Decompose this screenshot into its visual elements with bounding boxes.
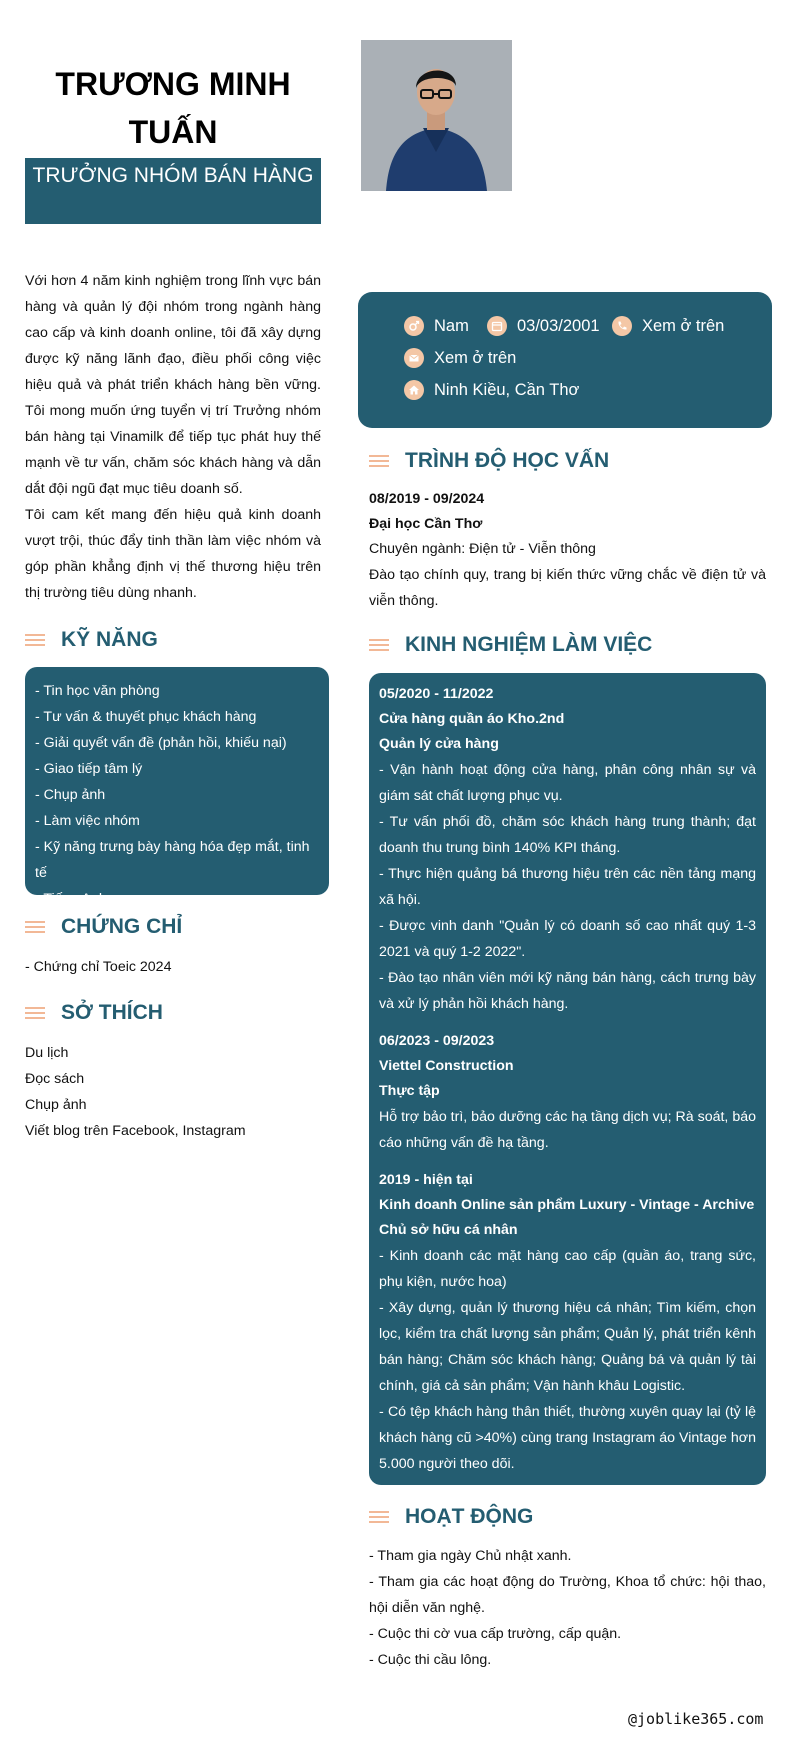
job-company: Cửa hàng quần áo Kho.2nd (379, 711, 565, 727)
candidate-name: TRƯƠNG MINH TUẤN (55, 66, 291, 150)
email-value: Xem ở trên (434, 348, 517, 367)
skill-item: - Giải quyết vấn đề (phản hồi, khiếu nại) (35, 735, 287, 751)
job-entry (379, 1168, 756, 1477)
education-heading (369, 449, 609, 473)
section-title: HOẠT ĐỘNG (405, 1505, 534, 1528)
skill-item: - Chụp ảnh (35, 787, 106, 803)
menu-lines-icon (25, 921, 45, 933)
skill-item: - Tin học văn phòng (35, 683, 160, 699)
job-detail: - Tư vấn phối đồ, chăm sóc khách hàng trung thành; đạt doanh thu trung bình 140% KPI tháng. (379, 814, 756, 856)
education-major: Chuyên ngành: Điện tử - Viễn thông (369, 541, 596, 557)
job-period: 06/2023 - 09/2023 (379, 1033, 495, 1049)
job-period: 2019 - hiện tại (379, 1172, 473, 1188)
skill-item: - Giao tiếp tâm lý (35, 761, 143, 777)
section-title: KỸ NĂNG (61, 628, 158, 651)
job-company: Viettel Construction (379, 1058, 514, 1074)
skill-item: - Kỹ năng trưng bày hàng hóa đẹp mắt, tinh tế (35, 839, 310, 881)
job-detail: Hỗ trợ bảo trì, bảo dưỡng các hạ tầng dịch vụ; Rà soát, báo cáo những vấn đề hạ tầng. (379, 1109, 756, 1151)
job-detail: - Có tệp khách hàng thân thiết, thường xuyên quay lại (tỷ lệ khách hàng cũ >40%) cùng trang Instagram áo Vintage hơn 5.000 người theo dõi. (379, 1404, 756, 1472)
certificates-list (25, 954, 171, 980)
job-title: TRƯỞNG NHÓM BÁN HÀNG (32, 164, 314, 187)
education-entry (369, 487, 766, 614)
job-detail: - Được vinh danh "Quản lý có doanh số cao nhất quý 1-3 2021 và quý 1-2 2022". (379, 918, 756, 960)
section-title: KINH NGHIỆM LÀM VIỆC (405, 633, 653, 656)
certificate-item: - Chứng chỉ Toeic 2024 (25, 959, 172, 975)
gender-value: Nam (434, 316, 469, 335)
activity-item: - Tham gia các hoạt động do Trường, Khoa tổ chức: hội thao, hội diễn văn nghệ. (369, 1574, 766, 1616)
info-email (404, 348, 516, 368)
info-gender (404, 316, 469, 336)
section-title: CHỨNG CHỈ (61, 915, 183, 938)
profile-summary (25, 268, 321, 606)
job-entry (379, 1029, 756, 1156)
job-position: Quản lý cửa hàng (379, 736, 499, 752)
job-entry (379, 682, 756, 1017)
job-position: Thực tập (379, 1083, 440, 1099)
job-detail: - Vận hành hoạt động cửa hàng, phân công nhân sự và giám sát chất lượng phục vụ. (379, 762, 756, 804)
summary-paragraph: Với hơn 4 năm kinh nghiệm trong lĩnh vực bán hàng và quản lý đội nhóm trong ngành hàng cao cấp và kinh doanh online, tôi đã xây dựng được kỹ năng lãnh đạo, điều phối công việc hiệu quả và phát triển khách hàng bền vững. Tôi mong muốn ứng tuyển vị trí Trưởng nhóm bán hàng tại Vinamilk để tiếp tục phát huy thế mạnh về tư vấn, chăm sóc khách hàng và dẫn dắt đội ngũ đạt mục tiêu doanh số. (25, 273, 321, 497)
hobby-item: Đọc sách (25, 1071, 85, 1087)
activities-list (369, 1543, 766, 1673)
menu-lines-icon (369, 455, 389, 467)
certificates-heading (25, 915, 182, 939)
menu-lines-icon (25, 634, 45, 646)
section-title: SỞ THÍCH (61, 1001, 163, 1024)
summary-paragraph: Tôi cam kết mang đến hiệu quả kinh doanh vượt trội, thúc đẩy tinh thần làm việc nhóm và góp phần khẳng định vị thế thương hiệu trên thị trường tiêu dùng nhanh. (25, 507, 321, 601)
home-icon (404, 380, 424, 400)
skill-item: - Tiếng Anh (35, 891, 107, 907)
gender-icon (404, 316, 424, 336)
person-illustration (361, 40, 512, 191)
hobby-item: Du lịch (25, 1045, 69, 1061)
hobby-item: Chụp ảnh (25, 1097, 87, 1113)
job-period: 05/2020 - 11/2022 (379, 686, 494, 702)
hobbies-heading (25, 1001, 163, 1025)
phone-icon (612, 316, 632, 336)
job-position: Chủ sở hữu cá nhân (379, 1222, 518, 1238)
activity-item: - Cuộc thi cờ vua cấp trường, cấp quận. (369, 1626, 622, 1642)
job-detail: - Kinh doanh các mặt hàng cao cấp (quần áo, trang sức, phụ kiện, nước hoa) (379, 1248, 756, 1290)
skill-item: - Làm việc nhóm (35, 813, 140, 829)
info-dob (487, 316, 600, 336)
calendar-icon (487, 316, 507, 336)
footer-watermark: @joblike365.com (628, 1710, 764, 1728)
menu-lines-icon (369, 1511, 389, 1523)
job-detail: - Đào tạo nhân viên mới kỹ năng bán hàng, cách trưng bày và xử lý phản hồi khách hàng. (379, 970, 756, 1012)
skill-item: - Tư vấn & thuyết phục khách hàng (35, 709, 257, 725)
section-title: TRÌNH ĐỘ HỌC VẤN (405, 449, 610, 472)
activities-heading (369, 1505, 533, 1529)
menu-lines-icon (25, 1007, 45, 1019)
job-title-box (25, 158, 321, 224)
address-value: Ninh Kiều, Cần Thơ (434, 380, 580, 399)
personal-info-box (358, 292, 772, 428)
activity-item: - Cuộc thi cầu lông. (369, 1652, 492, 1668)
job-detail: - Xây dựng, quản lý thương hiệu cá nhân; Tìm kiếm, chọn lọc, kiểm tra chất lượng sản phẩm; Quản lý, phát triển kênh bán hàng; Chăm sóc khách hàng; Quảng bá và quản lý tài chính, giá cả sản phẩm; Vận hành khâu Logistic. (379, 1300, 756, 1394)
info-address (404, 380, 579, 400)
email-icon (404, 348, 424, 368)
phone-value: Xem ở trên (642, 316, 725, 335)
info-phone (612, 316, 724, 336)
hobby-item: Viết blog trên Facebook, Instagram (25, 1123, 246, 1139)
menu-lines-icon (369, 639, 389, 651)
hobbies-list (25, 1040, 246, 1144)
education-desc: Đào tạo chính quy, trang bị kiến thức vững chắc về điện tử và viễn thông. (369, 567, 766, 609)
job-company: Kinh doanh Online sản phẩm Luxury - Vintage - Archive (379, 1197, 755, 1213)
education-period: 08/2019 - 09/2024 (369, 491, 485, 507)
skills-heading (25, 628, 158, 652)
activity-item: - Tham gia ngày Chủ nhật xanh. (369, 1548, 572, 1564)
job-detail: - Thực hiện quảng bá thương hiệu trên các nền tảng mạng xã hội. (379, 866, 756, 908)
experience-box (369, 673, 766, 1485)
experience-heading (369, 633, 652, 657)
education-school: Đại học Cần Thơ (369, 516, 483, 532)
dob-value: 03/03/2001 (517, 316, 600, 335)
skills-box (25, 667, 329, 907)
profile-photo (361, 40, 512, 191)
